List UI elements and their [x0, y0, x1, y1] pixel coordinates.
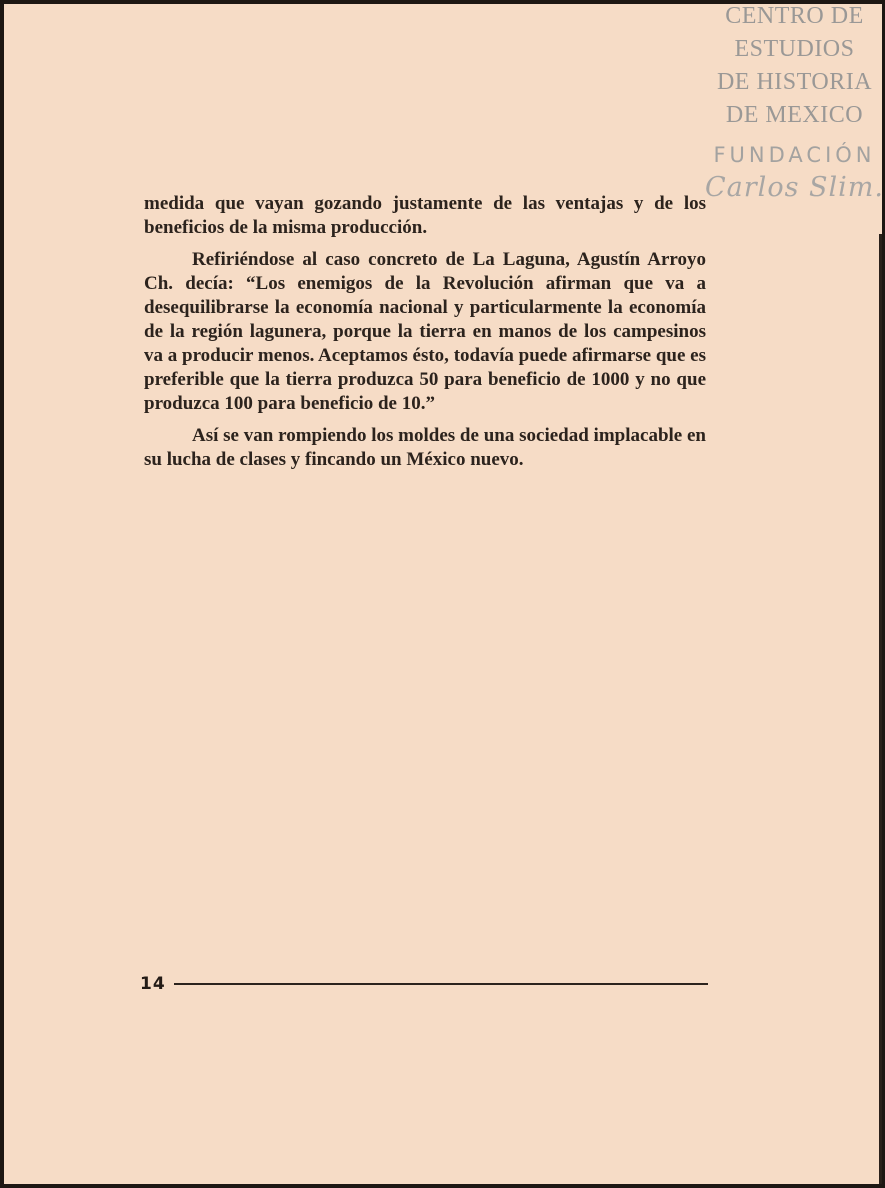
paragraph-continuation: medida que vayan gozando justamente de las ventajas y de los beneficios de la misma producción.: [144, 193, 706, 238]
footer-rule: [174, 983, 708, 985]
watermark-line: DE HISTORIA: [716, 69, 873, 95]
watermark-line: DE MEXICO: [725, 102, 864, 128]
body-text: [144, 192, 706, 480]
paragraph-conclusion: Así se van rompiendo los moldes de una sociedad implacable en su lucha de clases y fincando un México nuevo.: [144, 425, 706, 470]
watermark-foundation: FUNDACIÓN: [713, 143, 876, 167]
watermark-line: ESTUDIOS: [734, 36, 855, 62]
page-number: 14: [140, 974, 166, 994]
page-footer: [140, 972, 708, 996]
archive-watermark: [704, 0, 885, 206]
page-edge-shadow: [879, 234, 882, 1184]
watermark-signature: Carlos Slim.: [705, 172, 884, 203]
paragraph-la-laguna: Refiriéndose al caso concreto de La Laguna, Agustín Arroyo Ch. decía: “Los enemigos de la Revolución afirman que va a desequilibrarse la economía nacional y particularmente la economía de la región lagunera, porque la tierra en manos de los campesinos va a producir menos. Aceptamos ésto, todavía puede afirmarse que es preferible que la tierra produzca 50 para beneficio de 1000 y no que produzca 100 para beneficio de 10.”: [144, 249, 706, 414]
watermark-line: CENTRO DE: [725, 3, 864, 29]
